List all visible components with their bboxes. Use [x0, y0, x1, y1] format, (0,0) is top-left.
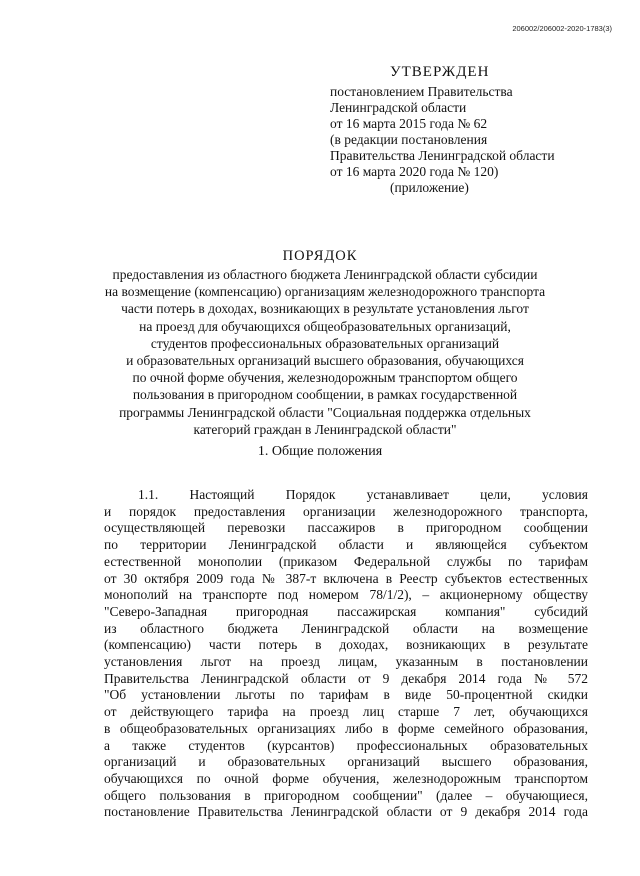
- approval-line: (в редакции постановления: [330, 132, 488, 147]
- body-line: установления льгот на проезд лицам, указанным в постановлении: [104, 654, 588, 670]
- subtitle-line: на возмещение (компенсацию) организациям железнодорожного транспорта: [104, 284, 546, 300]
- body-line: а также студентов (курсантов) профессиональных образовательных: [104, 737, 588, 753]
- subtitle-line: предоставления из областного бюджета Ленинградской области субсидии: [112, 267, 538, 282]
- body-line: постановление Правительства Ленинградской области от 9 декабря 2014 года: [104, 804, 588, 820]
- body-line: по территории Ленинградской области и являющейся субъектом: [104, 537, 588, 553]
- subtitle-line: категорий граждан в Ленинградской области": [193, 421, 457, 437]
- approval-line: Правительства Ленинградской области: [330, 148, 555, 163]
- document-subtitle: [60, 266, 590, 438]
- subtitle-line: по очной форме обучения, железнодорожным транспортом общего: [132, 370, 518, 386]
- body-line: от действующего тарифа на проезд лиц старше 7 лет, обучающихся: [104, 704, 588, 720]
- subtitle-line: пользования в пригородном сообщении, в рамках государственной: [132, 387, 518, 403]
- body-line: в общеобразовательных организациях либо в форме семейного образования,: [104, 720, 588, 736]
- approval-block: [330, 64, 610, 196]
- body-line: организаций и образовательных организаций высшего образования,: [104, 754, 588, 770]
- subtitle-line: студентов профессиональных образовательных организаций: [150, 335, 500, 351]
- body-line: обучающихся по очной форме обучения, железнодорожным транспортом: [104, 770, 588, 786]
- body-line: общего пользования в пригородном сообщении" (далее – обучающиеся,: [104, 787, 588, 803]
- body-line: Правительства Ленинградской области от 9 декабря 2014 года № 572: [104, 670, 588, 686]
- document-id: 206002/206002-2020-1783(3): [512, 24, 612, 33]
- approval-heading: УТВЕРЖДЕН: [390, 64, 490, 80]
- approval-line: Ленинградской области: [330, 100, 467, 115]
- body-line: естественной монополии (приказом Федеральной службы по тарифам: [104, 553, 588, 569]
- document-title: ПОРЯДОК: [282, 248, 358, 264]
- body-line: монополий на транспорте под номером 78/1/2), – акционерному обществу: [104, 587, 588, 603]
- body-line: "Северо-Западная пригородная пассажирская компания" субсидий: [104, 603, 588, 619]
- approval-line: от 16 марта 2020 года № 120): [330, 164, 499, 179]
- body-line: "Об установлении льготы по тарифам в виде 50-процентной скидки: [104, 687, 588, 703]
- subtitle-line: программы Ленинградской области "Социальная поддержка отдельных: [119, 404, 531, 420]
- subtitle-line: и образовательных организаций высшего образования, обучающихся: [126, 353, 524, 369]
- body-line: осуществляющей перевозки пассажиров в пригородном сообщении: [104, 520, 588, 536]
- subtitle-line: части потерь в доходах, возникающих в результате установления льгот: [121, 301, 529, 317]
- body-paragraph: [104, 487, 588, 821]
- body-line: 1.1. Настоящий Порядок устанавливает цели, условия: [138, 487, 588, 502]
- approval-appendix: (приложение): [390, 180, 469, 195]
- body-line: и порядок предоставления организации железнодорожного транспорта,: [104, 503, 588, 519]
- body-line: от 30 октября 2009 года № 387-т включена в Реестр субъектов естественных: [104, 570, 588, 586]
- approval-line: от 16 марта 2015 года № 62: [330, 116, 488, 131]
- section-heading: 1. Общие положения: [257, 444, 383, 459]
- body-line: из областного бюджета Ленинградской области на возмещение: [104, 620, 588, 636]
- body-line: (компенсацию) части потерь в доходах, возникающих в результате: [104, 637, 588, 653]
- approval-line: постановлением Правительства: [330, 84, 513, 99]
- subtitle-line: на проезд для обучающихся общеобразовательных организаций,: [139, 318, 511, 334]
